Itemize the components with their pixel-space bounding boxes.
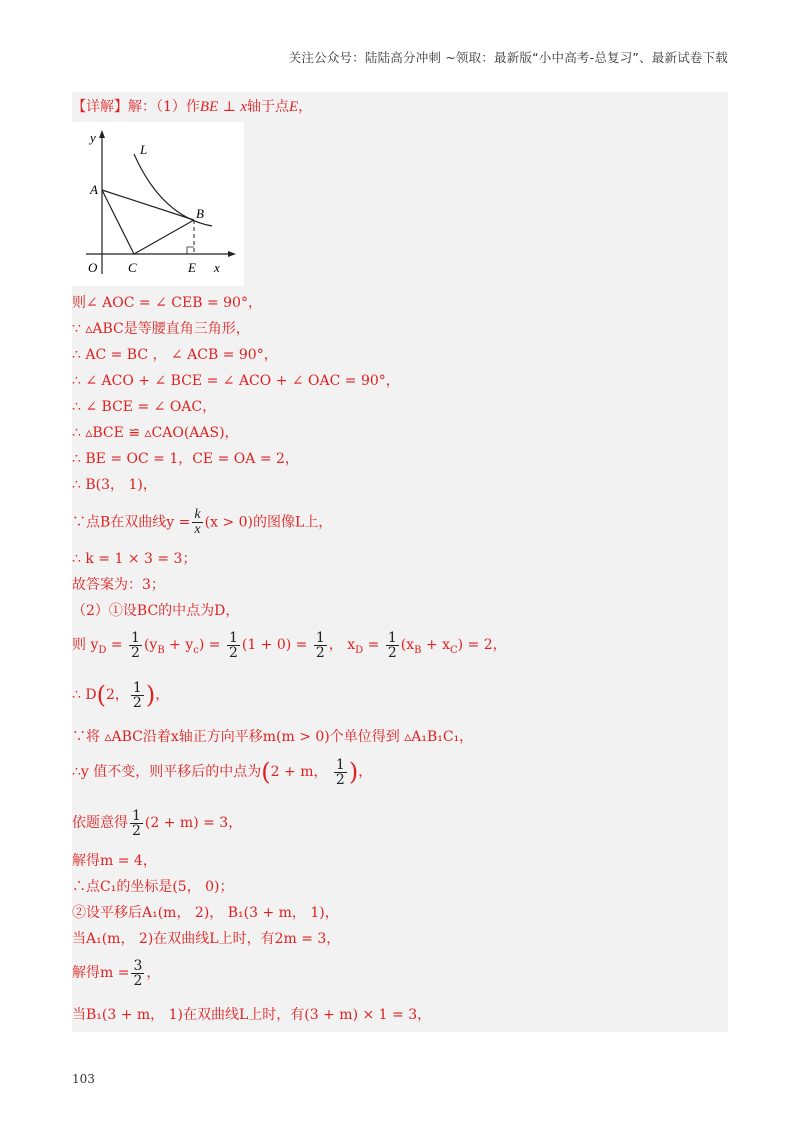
segment-AB [102, 190, 194, 220]
label-O: O [88, 260, 98, 275]
y-axis-arrow [99, 130, 105, 138]
line-15: ∴ D(2， $\frac{1}{2}$ )， [72, 679, 170, 711]
solution-content [72, 92, 728, 1032]
line-1: 【详解】解：（1）作BE ⊥ x轴于点E， [72, 99, 313, 115]
line-8: ∴ BE = OC = 1，CE = OA = 2， [72, 451, 299, 467]
label-B: B [196, 206, 204, 221]
line-19: 解得m = 4， [72, 853, 157, 869]
line-18: 依题意得 $\frac{1}{2}$ (2 + m) = 3， [72, 807, 243, 839]
geometry-figure [72, 122, 244, 286]
label-C: C [128, 260, 137, 275]
label-x: x [214, 260, 220, 275]
page-header: 关注公众号：陆陆高分冲刺 ~领取：最新版“小中高考-总复习”、最新试卷下载 [288, 50, 728, 65]
line-20: ∴点C₁的坐标是(5， 0)； [72, 879, 234, 895]
line-17: ∴y 值不变，则平移后的中点为(2 + m， $\frac{1}{2}$ )， [72, 756, 373, 788]
segment-AC [102, 190, 134, 254]
label-y: y [90, 130, 96, 145]
line-9: ∴ B(3， 1)， [72, 477, 157, 493]
line-2: 则∠ AOC = ∠ CEB = 90°， [72, 295, 262, 311]
line-11: ∴ k = 1 × 3 = 3； [72, 551, 197, 567]
label-L: L [140, 142, 148, 157]
segment-CB [134, 220, 194, 254]
page-number: 103 [72, 1072, 95, 1086]
label-E: E [188, 260, 196, 275]
line-4: ∴ AC = BC ， ∠ ACB = 90°， [72, 347, 278, 363]
line-13: （2）①设BC的中点为D， [72, 603, 240, 619]
line-12: 故答案为：3； [72, 577, 165, 593]
line-6: ∴ ∠ BCE = ∠ OAC， [72, 399, 217, 415]
line-10: ∵点B在双曲线y = $\frac{k}{x}$ (x > 0)的图像L上， [72, 507, 333, 537]
line-24: 当B₁(3 + m， 1)在双曲线L上时，有(3 + m) × 1 = 3， [72, 1007, 432, 1023]
x-axis-arrow [228, 251, 236, 257]
line-22: 当A₁(m， 2)在双曲线L上时，有2m = 3， [72, 931, 341, 947]
line-21: ②设平移后A₁(m， 2)， B₁(3 + m， 1)， [72, 905, 339, 921]
line-16: ∵将 ▵ABC沿着x轴正方向平移m(m > 0)个单位得到 ▵A₁B₁C₁， [72, 729, 474, 745]
label-A: A [90, 182, 98, 197]
coordinate-diagram [72, 122, 244, 286]
right-angle-mark [187, 247, 194, 254]
line-14: 则 $y_D$ = $\frac{1}{2}$ $(y_B + y_c)$ = $\frac{1}{2}$ (1 + 0) = $\frac{1}{2}$ ， $x_D$ = $\frac{1}{2}$ $(x_B + x_C) = 2$， [72, 629, 507, 661]
line-23: 解得m = $\frac{3}{2}$ ， [72, 957, 161, 989]
line-5: ∴ ∠ ACO + ∠ BCE = ∠ ACO + ∠ OAC = 90°， [72, 373, 400, 389]
line-3: ∵ ▵ABC是等腰直角三角形， [72, 321, 250, 337]
line-7: ∴ ▵BCE ≌ ▵CAO(AAS)， [72, 425, 239, 441]
detail-tag: 【详解】 [72, 99, 128, 115]
